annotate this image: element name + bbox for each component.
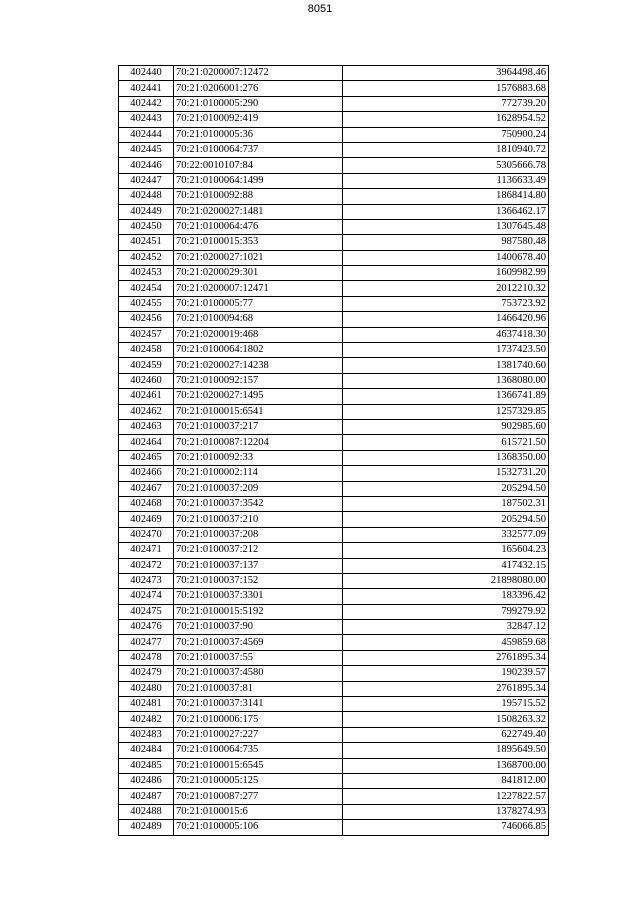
- cadastral-value-cell: 32847.12: [343, 620, 549, 635]
- cadastral-value-cell: 1227822.57: [343, 789, 549, 804]
- table-row: [119, 419, 549, 434]
- table-row: [119, 697, 549, 712]
- row-number-cell: 402476: [119, 620, 174, 635]
- cadastral-value-cell: 1868414.80: [343, 189, 549, 204]
- table-row: [119, 358, 549, 373]
- row-number-cell: 402468: [119, 496, 174, 511]
- table-row: [119, 650, 549, 665]
- table-row: [119, 481, 549, 496]
- row-number-cell: 402443: [119, 112, 174, 127]
- cadastral-number-cell: 70:21:0100064:735: [174, 743, 343, 758]
- cadastral-value-cell: 1368350.00: [343, 450, 549, 465]
- table-row: [119, 773, 549, 788]
- table-row: [119, 589, 549, 604]
- cadastral-value-cell: 799279.92: [343, 604, 549, 619]
- row-number-cell: 402478: [119, 650, 174, 665]
- table-row: [119, 758, 549, 773]
- cadastral-number-cell: 70:21:0100015:5192: [174, 604, 343, 619]
- cadastral-value-cell: 1368700.00: [343, 758, 549, 773]
- cadastral-number-cell: 70:21:0100037:217: [174, 419, 343, 434]
- cadastral-value-table: [118, 65, 549, 836]
- cadastral-value-cell: 332577.09: [343, 527, 549, 542]
- cadastral-number-cell: 70:21:0100064:1802: [174, 343, 343, 358]
- cadastral-number-cell: 70:21:0100087:277: [174, 789, 343, 804]
- table-body: [119, 66, 549, 836]
- table-row: [119, 435, 549, 450]
- table-row: [119, 543, 549, 558]
- cadastral-number-cell: 70:21:0200027:14238: [174, 358, 343, 373]
- row-number-cell: 402463: [119, 419, 174, 434]
- table-row: [119, 527, 549, 542]
- cadastral-value-cell: 1466420.96: [343, 312, 549, 327]
- row-number-cell: 402469: [119, 512, 174, 527]
- table-row: [119, 635, 549, 650]
- cadastral-number-cell: 70:21:0100037:137: [174, 558, 343, 573]
- cadastral-value-cell: 772739.20: [343, 96, 549, 111]
- cadastral-value-cell: 1628954.52: [343, 112, 549, 127]
- cadastral-number-cell: 70:21:0100037:4580: [174, 666, 343, 681]
- row-number-cell: 402488: [119, 804, 174, 819]
- cadastral-number-cell: 70:21:0100064:1499: [174, 173, 343, 188]
- cadastral-value-cell: 1576883.68: [343, 81, 549, 96]
- row-number-cell: 402449: [119, 204, 174, 219]
- table-row: [119, 466, 549, 481]
- cadastral-value-cell: 1378274.93: [343, 804, 549, 819]
- cadastral-value-cell: 417432.15: [343, 558, 549, 573]
- cadastral-number-cell: 70:21:0100094:68: [174, 312, 343, 327]
- cadastral-value-cell: 1366462.17: [343, 204, 549, 219]
- table-row: [119, 620, 549, 635]
- table-row: [119, 666, 549, 681]
- row-number-cell: 402458: [119, 343, 174, 358]
- cadastral-number-cell: 70:21:0100015:6541: [174, 404, 343, 419]
- table-row: [119, 404, 549, 419]
- cadastral-value-cell: 459859.68: [343, 635, 549, 650]
- cadastral-number-cell: 70:21:0100037:210: [174, 512, 343, 527]
- cadastral-value-cell: 1366741.89: [343, 389, 549, 404]
- table-row: [119, 235, 549, 250]
- cadastral-number-cell: 70:21:0100037:152: [174, 573, 343, 588]
- table-row: [119, 573, 549, 588]
- table-row: [119, 127, 549, 142]
- cadastral-value-cell: 1257329.85: [343, 404, 549, 419]
- cadastral-number-cell: 70:21:0100005:106: [174, 820, 343, 835]
- cadastral-value-cell: 3964498.46: [343, 66, 549, 81]
- row-number-cell: 402465: [119, 450, 174, 465]
- table-row: [119, 343, 549, 358]
- row-number-cell: 402487: [119, 789, 174, 804]
- cadastral-value-cell: 1508263.32: [343, 712, 549, 727]
- row-number-cell: 402475: [119, 604, 174, 619]
- row-number-cell: 402451: [119, 235, 174, 250]
- row-number-cell: 402474: [119, 589, 174, 604]
- cadastral-number-cell: 70:21:0100015:353: [174, 235, 343, 250]
- row-number-cell: 402454: [119, 281, 174, 296]
- row-number-cell: 402447: [119, 173, 174, 188]
- row-number-cell: 402445: [119, 142, 174, 157]
- cadastral-number-cell: 70:21:0100037:209: [174, 481, 343, 496]
- cadastral-number-cell: 70:21:0200029:301: [174, 266, 343, 281]
- cadastral-value-cell: 622749.40: [343, 727, 549, 742]
- table-row: [119, 204, 549, 219]
- cadastral-number-cell: 70:22:0010107:84: [174, 158, 343, 173]
- row-number-cell: 402471: [119, 543, 174, 558]
- row-number-cell: 402486: [119, 773, 174, 788]
- cadastral-value-cell: 1810940.72: [343, 142, 549, 157]
- cadastral-value-cell: 1737423.50: [343, 343, 549, 358]
- cadastral-number-cell: 70:21:0200007:12471: [174, 281, 343, 296]
- table-row: [119, 743, 549, 758]
- table-row: [119, 389, 549, 404]
- cadastral-value-cell: 2761895.34: [343, 650, 549, 665]
- cadastral-value-cell: 841812.00: [343, 773, 549, 788]
- table-row: [119, 373, 549, 388]
- row-number-cell: 402450: [119, 219, 174, 234]
- cadastral-value-cell: 902985.60: [343, 419, 549, 434]
- cadastral-number-cell: 70:21:0100037:81: [174, 681, 343, 696]
- row-number-cell: 402473: [119, 573, 174, 588]
- page-number: 8051: [307, 3, 333, 15]
- table-row: [119, 727, 549, 742]
- row-number-cell: 402477: [119, 635, 174, 650]
- cadastral-value-cell: 195715.52: [343, 697, 549, 712]
- cadastral-number-cell: 70:21:0100005:36: [174, 127, 343, 142]
- cadastral-number-cell: 70:21:0206001:276: [174, 81, 343, 96]
- cadastral-value-cell: 4637418.30: [343, 327, 549, 342]
- row-number-cell: 402452: [119, 250, 174, 265]
- table-row: [119, 266, 549, 281]
- row-number-cell: 402479: [119, 666, 174, 681]
- cadastral-number-cell: 70:21:0100027:227: [174, 727, 343, 742]
- row-number-cell: 402485: [119, 758, 174, 773]
- table-row: [119, 66, 549, 81]
- table-row: [119, 804, 549, 819]
- row-number-cell: 402472: [119, 558, 174, 573]
- table-row: [119, 158, 549, 173]
- table-row: [119, 296, 549, 311]
- row-number-cell: 402446: [119, 158, 174, 173]
- row-number-cell: 402464: [119, 435, 174, 450]
- row-number-cell: 402459: [119, 358, 174, 373]
- row-number-cell: 402442: [119, 96, 174, 111]
- row-number-cell: 402460: [119, 373, 174, 388]
- cadastral-value-cell: 1381740.60: [343, 358, 549, 373]
- row-number-cell: 402482: [119, 712, 174, 727]
- cadastral-value-cell: 1532731.20: [343, 466, 549, 481]
- cadastral-number-cell: 70:21:0100037:212: [174, 543, 343, 558]
- row-number-cell: 402483: [119, 727, 174, 742]
- row-number-cell: 402456: [119, 312, 174, 327]
- row-number-cell: 402467: [119, 481, 174, 496]
- row-number-cell: 402457: [119, 327, 174, 342]
- cadastral-number-cell: 70:21:0100037:4569: [174, 635, 343, 650]
- cadastral-value-cell: 205294.50: [343, 481, 549, 496]
- cadastral-value-cell: 1368080.00: [343, 373, 549, 388]
- cadastral-number-cell: 70:21:0100005:125: [174, 773, 343, 788]
- table-row: [119, 219, 549, 234]
- cadastral-value-cell: 615721.50: [343, 435, 549, 450]
- cadastral-number-cell: 70:21:0100037:3301: [174, 589, 343, 604]
- table-row: [119, 681, 549, 696]
- cadastral-number-cell: 70:21:0200027:1481: [174, 204, 343, 219]
- cadastral-value-cell: 1895649.50: [343, 743, 549, 758]
- cadastral-value-cell: 1400678.40: [343, 250, 549, 265]
- cadastral-number-cell: 70:21:0100002:114: [174, 466, 343, 481]
- cadastral-number-cell: 70:21:0100037:3141: [174, 697, 343, 712]
- row-number-cell: 402484: [119, 743, 174, 758]
- table-row: [119, 327, 549, 342]
- table-row: [119, 558, 549, 573]
- cadastral-number-cell: 70:21:0200019:468: [174, 327, 343, 342]
- cadastral-number-cell: 70:21:0100015:6545: [174, 758, 343, 773]
- cadastral-value-cell: 1136633.49: [343, 173, 549, 188]
- cadastral-number-cell: 70:21:0100005:290: [174, 96, 343, 111]
- row-number-cell: 402455: [119, 296, 174, 311]
- cadastral-value-cell: 183396.42: [343, 589, 549, 604]
- row-number-cell: 402466: [119, 466, 174, 481]
- table-row: [119, 173, 549, 188]
- cadastral-number-cell: 70:21:0100087:12204: [174, 435, 343, 450]
- table-row: [119, 81, 549, 96]
- cadastral-number-cell: 70:21:0100006:175: [174, 712, 343, 727]
- table-row: [119, 512, 549, 527]
- row-number-cell: 402480: [119, 681, 174, 696]
- table-row: [119, 189, 549, 204]
- cadastral-number-cell: 70:21:0100037:3542: [174, 496, 343, 511]
- table-row: [119, 96, 549, 111]
- row-number-cell: 402448: [119, 189, 174, 204]
- cadastral-value-cell: 187502.31: [343, 496, 549, 511]
- cadastral-value-cell: 190239.57: [343, 666, 549, 681]
- cadastral-value-cell: 2012210.32: [343, 281, 549, 296]
- row-number-cell: 402453: [119, 266, 174, 281]
- table-row: [119, 112, 549, 127]
- cadastral-value-cell: 5305666.78: [343, 158, 549, 173]
- cadastral-number-cell: 70:21:0100064:737: [174, 142, 343, 157]
- row-number-cell: 402481: [119, 697, 174, 712]
- cadastral-number-cell: 70:21:0100092:157: [174, 373, 343, 388]
- cadastral-value-cell: 753723.92: [343, 296, 549, 311]
- row-number-cell: 402489: [119, 820, 174, 835]
- row-number-cell: 402444: [119, 127, 174, 142]
- table-row: [119, 496, 549, 511]
- table-row: [119, 250, 549, 265]
- cadastral-value-cell: 1307645.48: [343, 219, 549, 234]
- cadastral-value-cell: 165604.23: [343, 543, 549, 558]
- cadastral-value-cell: 746066.85: [343, 820, 549, 835]
- table-row: [119, 820, 549, 835]
- cadastral-number-cell: 70:21:0100037:90: [174, 620, 343, 635]
- cadastral-number-cell: 70:21:0100015:6: [174, 804, 343, 819]
- row-number-cell: 402440: [119, 66, 174, 81]
- table-row: [119, 604, 549, 619]
- cadastral-value-cell: 2761895.34: [343, 681, 549, 696]
- table-row: [119, 712, 549, 727]
- cadastral-value-cell: 1609982.99: [343, 266, 549, 281]
- cadastral-number-cell: 70:21:0100037:208: [174, 527, 343, 542]
- table-row: [119, 312, 549, 327]
- cadastral-number-cell: 70:21:0100092:33: [174, 450, 343, 465]
- row-number-cell: 402470: [119, 527, 174, 542]
- cadastral-number-cell: 70:21:0100037:55: [174, 650, 343, 665]
- cadastral-number-cell: 70:21:0100005:77: [174, 296, 343, 311]
- cadastral-number-cell: 70:21:0100092:88: [174, 189, 343, 204]
- cadastral-value-cell: 21898080.00: [343, 573, 549, 588]
- table-row: [119, 789, 549, 804]
- row-number-cell: 402462: [119, 404, 174, 419]
- cadastral-number-cell: 70:21:0200027:1495: [174, 389, 343, 404]
- cadastral-number-cell: 70:21:0200007:12472: [174, 66, 343, 81]
- row-number-cell: 402441: [119, 81, 174, 96]
- cadastral-number-cell: 70:21:0200027:1021: [174, 250, 343, 265]
- table-row: [119, 281, 549, 296]
- cadastral-value-cell: 205294.50: [343, 512, 549, 527]
- cadastral-value-cell: 750900.24: [343, 127, 549, 142]
- row-number-cell: 402461: [119, 389, 174, 404]
- cadastral-number-cell: 70:21:0100064:476: [174, 219, 343, 234]
- table-row: [119, 142, 549, 157]
- cadastral-number-cell: 70:21:0100092:419: [174, 112, 343, 127]
- cadastral-value-cell: 987580.48: [343, 235, 549, 250]
- table-row: [119, 450, 549, 465]
